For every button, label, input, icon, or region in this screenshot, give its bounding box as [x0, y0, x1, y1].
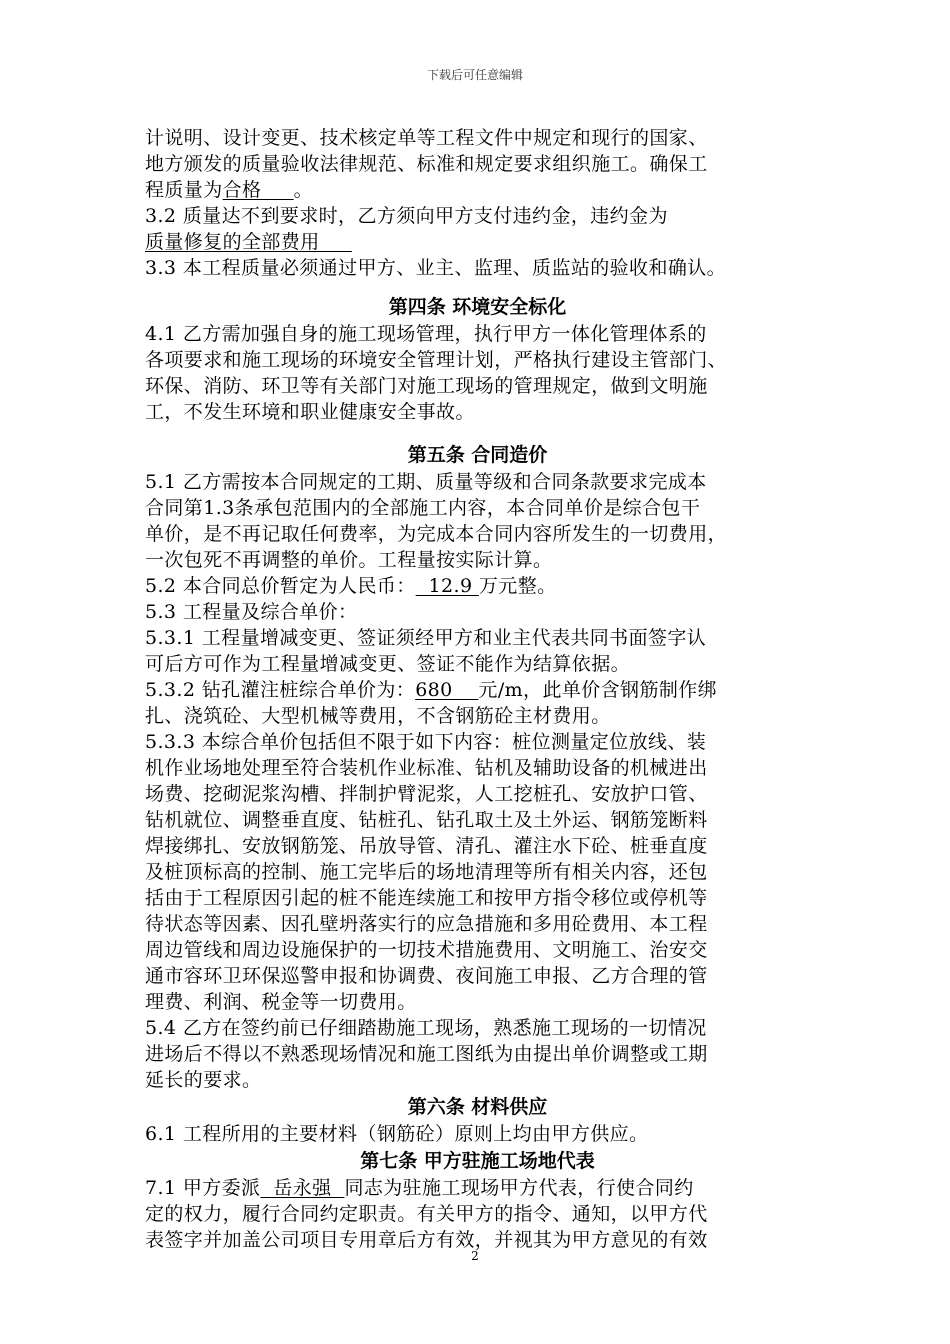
text-segment: 元/m，此单价含钢筋制作绑: [478, 679, 718, 701]
text-line: 5.3.1 工程量增减变更、签证须经甲方和业主代表共同书面签字认: [145, 627, 707, 649]
clause-5-2: [145, 573, 810, 599]
clause-6-1: 6.1 工程所用的主要材料（钢筋砼）原则上均由甲方供应。: [145, 1123, 649, 1145]
text-segment: 7.1 甲方委派: [145, 1177, 261, 1199]
fill-in-quality: 合格: [222, 179, 294, 201]
text-line: [145, 177, 810, 203]
text-line: 焊接绑扎、安放钢筋笼、吊放导管、清孔、灌注水下砼、桩垂直度: [145, 835, 708, 857]
clause-5-3-2: [145, 677, 810, 703]
text-segment: 同志为驻施工现场甲方代表，行使合同约: [344, 1177, 694, 1199]
text-line: 进场后不得以不熟悉现场情况和施工图纸为由提出单价调整或工期: [145, 1043, 708, 1065]
clause-3-3: 3.3 本工程质量必须通过甲方、业主、监理、质监站的验收和确认。: [145, 257, 727, 279]
text-line: 延长的要求。: [145, 1069, 262, 1091]
page-number: 2: [471, 1249, 479, 1263]
text-line: 待状态等因素、因孔壁坍落实行的应急措施和多用砼费用、本工程: [145, 913, 708, 935]
text-line: 理费、利润、税金等一切费用。: [145, 991, 417, 1013]
text-line: 场费、挖砌泥浆沟槽、拌制护臂泥浆，人工挖桩孔、安放护口管、: [145, 783, 708, 805]
text-line: 5.4 乙方在签约前已仔细踏勘施工现场，熟悉施工现场的一切情况: [145, 1017, 707, 1039]
text-line: 括由于工程原因引起的桩不能连续施工和按甲方指令移位或停机等: [145, 887, 708, 909]
fill-in-total-price: 12.9: [415, 575, 479, 597]
text-line: 工，不发生环境和职业健康安全事故。: [145, 401, 475, 423]
text-line: 及桩顶标高的控制、施工完毕后的场地清理等所有相关内容，还包: [145, 861, 708, 883]
text-line: 5.3.3 本综合单价包括但不限于如下内容：桩位测量定位放线、装: [145, 731, 707, 753]
clause-3-2: 3.2 质量达不到要求时，乙方须向甲方支付违约金，违约金为: [145, 205, 668, 227]
text-segment: 。: [293, 179, 314, 201]
text-line: 周边管线和周边设施保护的一切技术措施费用、文明施工、治安交: [145, 939, 708, 961]
section-heading-6: 第六条 材料供应: [407, 1096, 548, 1118]
fill-in-unit-price: 680: [415, 679, 479, 701]
text-line: 可后方可作为工程量增减变更、签证不能作为结算依据。: [145, 653, 631, 675]
text-line: 扎、浇筑砼、大型机械等费用，不含钢筋砼主材费用。: [145, 705, 611, 727]
clause-7-1: [145, 1175, 810, 1201]
fill-in-representative: 岳永强: [260, 1177, 345, 1199]
document-body: [145, 125, 810, 1253]
fill-in-penalty: 质量修复的全部费用: [145, 231, 352, 253]
text-line: 机作业场地处理至符合装机作业标准、钻机及辅助设备的机械进出: [145, 757, 708, 779]
text-line: 5.1 乙方需按本合同规定的工期、质量等级和合同条款要求完成本: [145, 471, 707, 493]
text-line: 表签字并加盖公司项目专用章后方有效，并视其为甲方意见的有效: [145, 1229, 708, 1251]
section-heading-7: 第七条 甲方驻施工场地代表: [360, 1150, 595, 1172]
text-segment: 5.2 本合同总价暂定为人民币：: [145, 575, 416, 597]
text-line: 计说明、设计变更、技术核定单等工程文件中规定和现行的国家、: [145, 127, 708, 149]
text-line: 地方颁发的质量验收法律规范、标准和规定要求组织施工。确保工: [145, 153, 708, 175]
text-segment: 万元整。: [478, 575, 557, 597]
text-line: 4.1 乙方需加强自身的施工现场管理，执行甲方一体化管理体系的: [145, 323, 707, 345]
section-heading-5: 第五条 合同造价: [407, 444, 548, 466]
text-line: 通市容环卫环保巡警申报和协调费、夜间施工申报、乙方合理的管: [145, 965, 708, 987]
page-header: 下载后可任意编辑: [426, 68, 523, 82]
text-line: 合同第1.3条承包范围内的全部施工内容，本合同单价是综合包干: [145, 497, 701, 519]
text-line: [145, 229, 810, 255]
text-line: 各项要求和施工现场的环境安全管理计划，严格执行建设主管部门、: [145, 349, 728, 371]
text-line: 一次包死不再调整的单价。工程量按实际计算。: [145, 549, 553, 571]
text-line: 环保、消防、环卫等有关部门对施工现场的管理规定，做到文明施: [145, 375, 708, 397]
text-segment: 程质量为: [145, 179, 223, 201]
text-line: 单价，是不再记取任何费率，为完成本合同内容所发生的一切费用，: [145, 523, 728, 545]
text-line: 钻机就位、调整垂直度、钻桩孔、钻孔取土及土外运、钢筋笼断料: [145, 809, 708, 831]
text-segment: 5.3.2 钻孔灌注桩综合单价为：: [145, 679, 416, 701]
section-heading-4: 第四条 环境安全标化: [388, 296, 567, 318]
clause-5-3: 5.3 工程量及综合单价：: [145, 601, 358, 623]
text-line: 定的权力，履行合同约定职责。有关甲方的指令、通知，以甲方代: [145, 1203, 708, 1225]
